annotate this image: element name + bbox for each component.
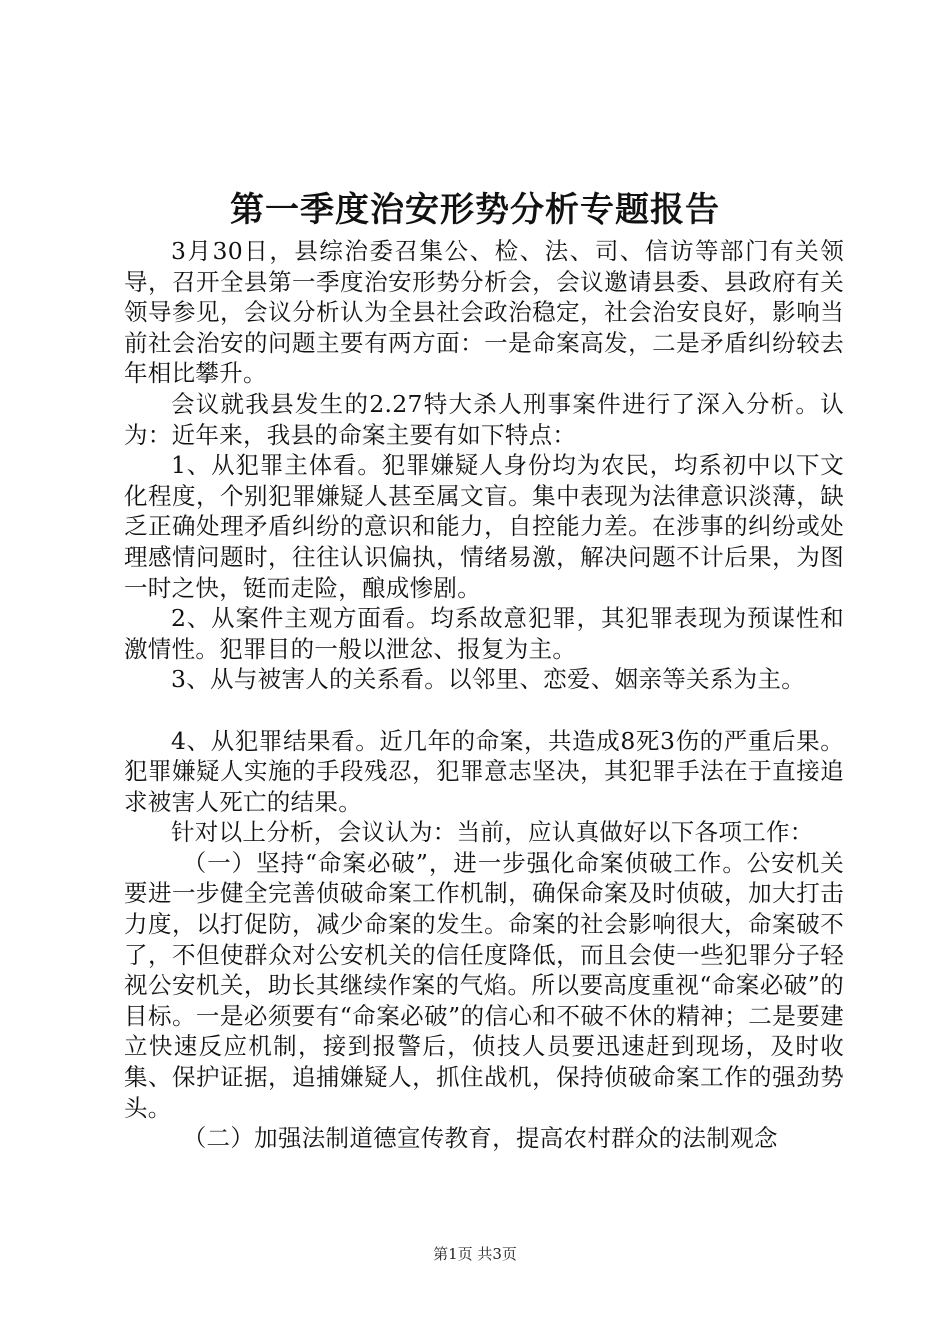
- paragraph-point-3: 3、从与被害人的关系看。以邻里、恋爱、姻亲等关系为主。: [171, 665, 806, 694]
- paragraph-point-2: 2、从案件主观方面看。均系故意犯罪，其犯罪表现为预谋性和激情性。犯罪目的一般以泄忿、报复为主。: [124, 604, 844, 663]
- document-title: 第一季度治安形势分析专题报告: [230, 190, 720, 230]
- paragraph-conclusion: 针对以上分析，会议认为：当前，应认真做好以下各项工作：: [171, 818, 814, 847]
- document-body: [124, 236, 844, 1154]
- page-footer: 第1页 共3页: [433, 1245, 517, 1263]
- paragraph-measure-2: （二）加强法制道德宣传教育，提高农村群众的法制观念: [182, 1124, 778, 1153]
- paragraph-analysis: 会议就我县发生的2.27特大杀人刑事案件进行了深入分析。认为：近年来，我县的命案主要有如下特点：: [124, 389, 844, 449]
- paragraph-point-4: 4、从犯罪结果看。近几年的命案，共造成8死3伤的严重后果。犯罪嫌疑人实施的手段残忍，犯罪意志坚决，其犯罪手法在于直接追求被害人死亡的结果。: [124, 726, 844, 816]
- paragraph-intro: 3月30日，县综治委召集公、检、法、司、信访等部门有关领导，召开全县第一季度治安形势分析会，会议邀请县委、县政府有关领导参见，会议分析认为全县社会政治稳定，社会治安良好，影响当前社会治安的问题主要有两方面：一是命案高发，二是矛盾纠纷较去年相比攀升。: [124, 237, 844, 388]
- blank-line: [124, 695, 844, 726]
- paragraph-point-1: 1、从犯罪主体看。犯罪嫌疑人身份均为农民，均系初中以下文化程度，个别犯罪嫌疑人甚至属文盲。集中表现为法律意识淡薄，缺乏正确处理矛盾纠纷的意识和能力，自控能力差。在涉事的纠纷或处理感情问题时，往往认识偏执，情绪易激，解决问题不计后果，为图一时之快，铤而走险，酿成惨剧。: [124, 451, 844, 602]
- paragraph-measure-1: （一）坚持“命案必破”，进一步强化命案侦破工作。公安机关要进一步健全完善侦破命案工作机制，确保命案及时侦破，加大打击力度，以打促防，减少命案的发生。命案的社会影响很大，命案破不了，不但使群众对公安机关的信任度降低，而且会使一些犯罪分子轻视公安机关，助长其继续作案的气焰。所以要高度重视“命案必破”的目标。一是必须要有“命案必破”的信心和不破不休的精神；二是要建立快速反应机制，接到报警后，侦技人员要迅速赶到现场，及时收集、保护证据，追捕嫌疑人，抓住战机，保持侦破命案工作的强劲势头。: [124, 848, 844, 1122]
